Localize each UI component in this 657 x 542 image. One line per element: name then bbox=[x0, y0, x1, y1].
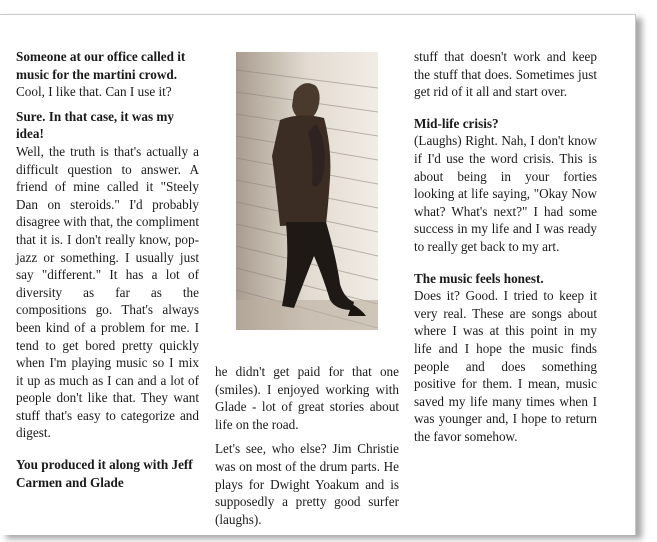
text-column-3 bbox=[414, 48, 597, 459]
interview-question: Someone at our office called it music for the martini crowd. bbox=[16, 49, 186, 82]
interview-answer: stuff that doesn't work and keep the stuff that does. Sometimes just get rid of it all and start over. bbox=[414, 49, 597, 100]
interview-question: Sure. In that case, it was my idea! bbox=[16, 108, 175, 142]
portrait-photo bbox=[236, 52, 378, 330]
interview-answer: (Laughs) Right. Nah, I don't know if I'd use the word crisis. This is about being in your forties looking at life saying, "Okay Now what? What's next?" I had some success in my life and I was ready to really get back to my art. bbox=[414, 133, 597, 254]
paragraph: he didn't get paid for that one (smiles). I enjoyed working with Glade - lot of great stories about life on the road. bbox=[215, 364, 399, 432]
text-column-2 bbox=[215, 363, 399, 542]
interview-answer: Does it? Good. I tried to keep it very real. These are songs about where I was at this point in my life and I hope the music finds people and does something positive for them. I mean, music saved my life many times when I was younger and, I hope to return the favor somehow. bbox=[414, 288, 597, 444]
interview-question: The music feels honest. bbox=[414, 270, 544, 286]
interview-answer: Well, the truth is that's actually a difficult question to answer. A friend of mine called it "Steely Dan on steroids." I'd probably disagree with that, the compliment that it is. I don't really know, pop-jazz or something. I usually just say "different." It has a lot of diversity as far as the compositions go. That's always been kind of a problem for me. I tend to get bored pretty quickly when I'm playing music so I mix it up as much as I can and a lot of people don't like that. They want stuff that's easy to categorize and digest. bbox=[16, 143, 199, 441]
paragraph: Let's see, who else? Jim Christie was on most of the drum parts. He plays for Dwight Yoakum and is supposedly a pretty good surfer (laughs). bbox=[215, 441, 399, 527]
interview-answer: Cool, I like that. Can I use it? bbox=[16, 84, 172, 100]
interview-question: Mid-life crisis? bbox=[414, 115, 499, 131]
text-column-1 bbox=[16, 48, 199, 505]
interview-question: You produced it along with Jeff Carmen and Glade bbox=[16, 457, 193, 490]
magazine-page bbox=[0, 14, 636, 535]
